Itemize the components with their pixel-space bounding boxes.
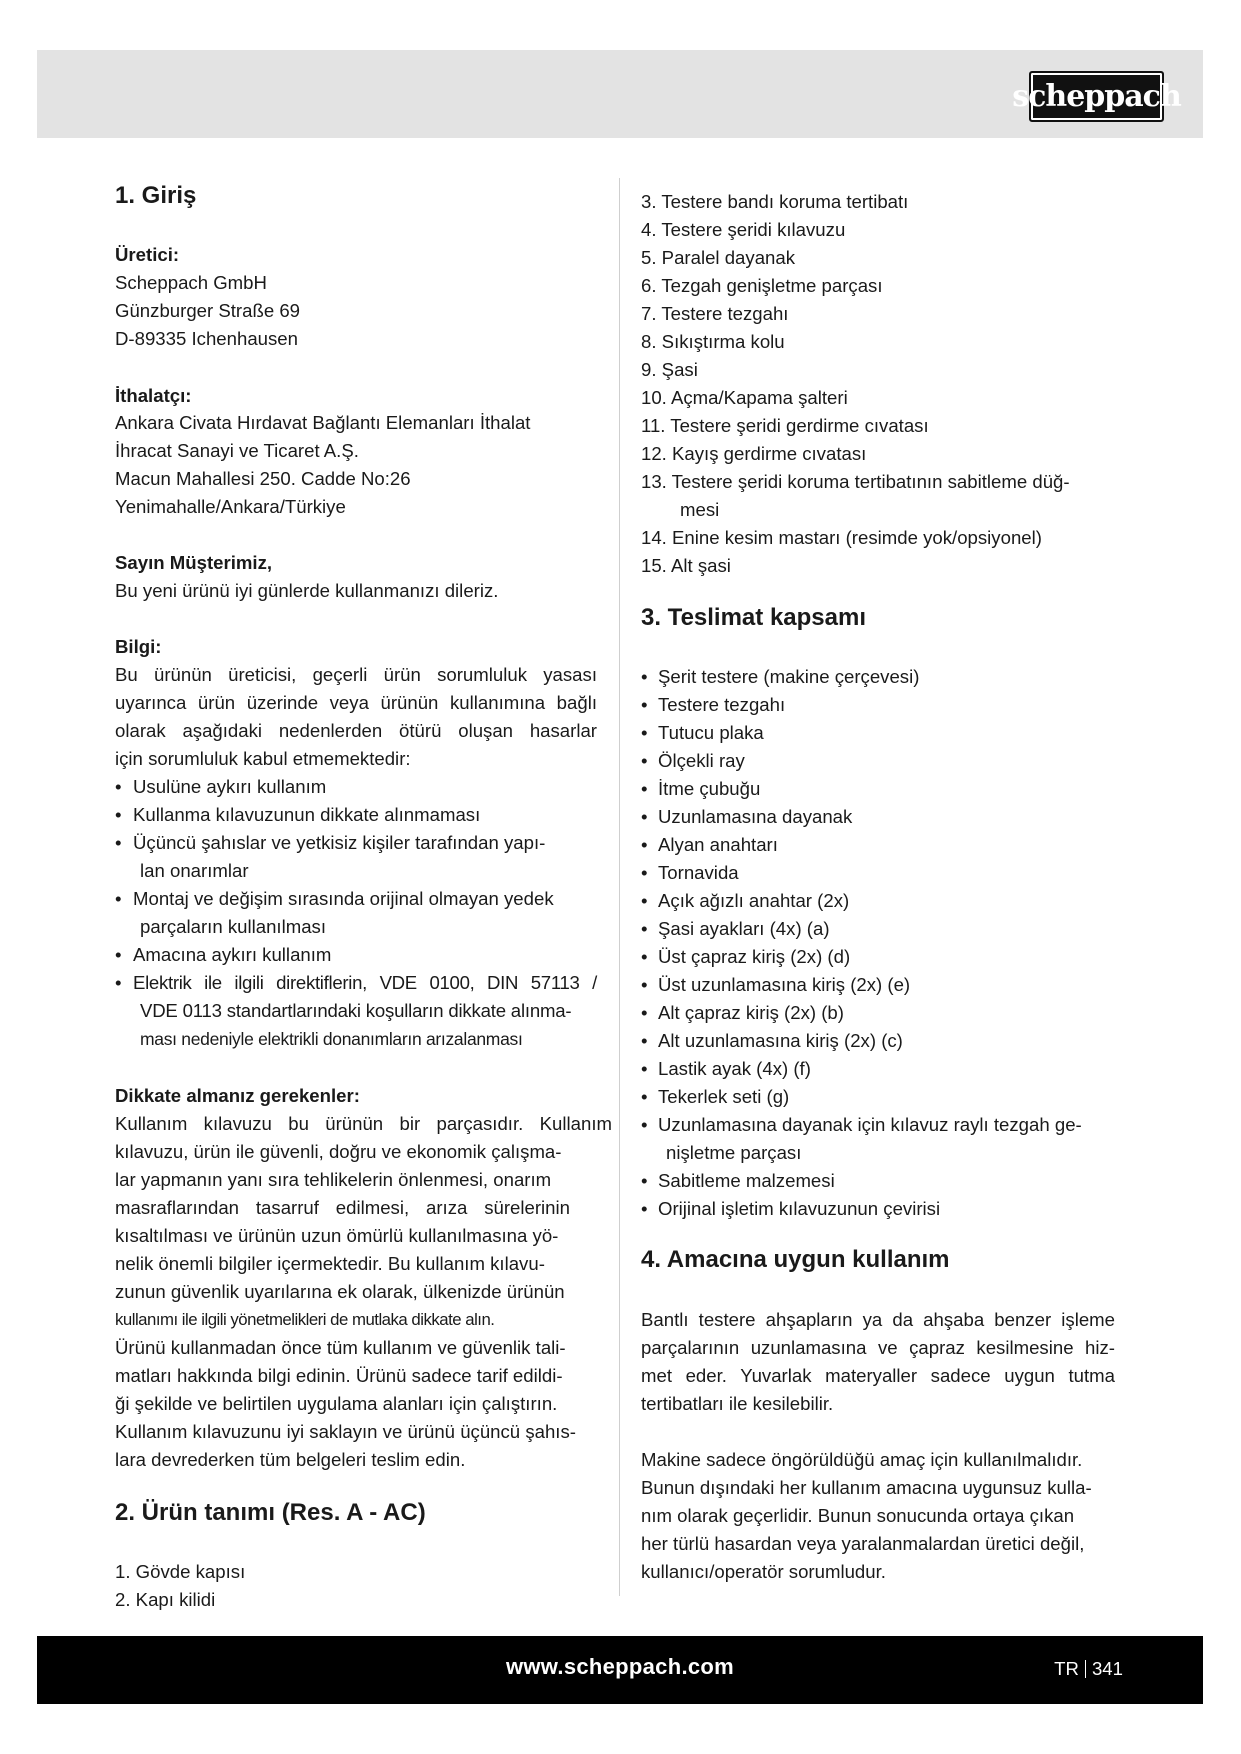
usage-line: parçalarının uzunlamasına ve çapraz kesilmesine hiz- <box>641 1337 1115 1358</box>
delivery-item: Tekerlek seti (g) <box>658 1086 790 1107</box>
notes-line: matları hakkında bilgi edinin. Ürünü sadece tarif edildi- <box>115 1365 563 1386</box>
bullet-marker: • <box>641 1058 648 1079</box>
part-item: 1. Gövde kapısı <box>115 1561 246 1582</box>
info-line: olarak aşağıdaki nedenlerden ötürü oluşan hasarlar <box>115 720 597 741</box>
language-code: TR <box>1054 1658 1079 1679</box>
delivery-item: Sabitleme malzemesi <box>658 1170 835 1191</box>
delivery-item: Ölçekli ray <box>658 750 745 771</box>
delivery-item: Alt çapraz kiriş (2x) (b) <box>658 1002 844 1023</box>
delivery-item: Alt uzunlamasına kiriş (2x) (c) <box>658 1030 903 1051</box>
usage-line: met eder. Yuvarlak materyaller sadece uygun tutma <box>641 1365 1115 1386</box>
manufacturer-line: D-89335 Ichenhausen <box>115 328 298 349</box>
notes-line: zunun güvenlik uyarılarına ek olarak, ülkenizde ürünün <box>115 1281 565 1302</box>
delivery-item: Uzunlamasına dayanak için kılavuz raylı tezgah ge- <box>658 1114 1082 1135</box>
manufacturer-line: Scheppach GmbH <box>115 272 267 293</box>
page-indicator <box>1054 1636 1123 1704</box>
greeting-label: Sayın Müşterimiz, <box>115 552 273 573</box>
column-divider <box>619 178 620 1596</box>
part-item: 4. Testere şeridi kılavuzu <box>641 219 846 240</box>
usage-line: nım olarak geçerlidir. Bunun sonucunda ortaya çıkan <box>641 1505 1075 1526</box>
notes-line: nelik önemli bilgiler içermektedir. Bu kullanım kılavu- <box>115 1253 545 1274</box>
info-bullet-continued: ması nedeniyle elektrikli donanımların arızalanması <box>140 1029 523 1049</box>
bullet-marker: • <box>641 722 648 743</box>
info-line: için sorumluluk kabul etmemektedir: <box>115 748 411 769</box>
bullet-marker: • <box>115 804 122 825</box>
info-bullet-continued: parçaların kullanılması <box>140 916 327 937</box>
importer-line: İhracat Sanayi ve Ticaret A.Ş. <box>115 440 359 461</box>
bullet-marker: • <box>641 666 648 687</box>
part-item: 13. Testere şeridi koruma tertibatının sabitleme düğ- <box>641 471 1070 492</box>
website-link[interactable]: www.scheppach.com <box>505 1654 734 1679</box>
info-bullet: Kullanma kılavuzunun dikkate alınmaması <box>133 804 481 825</box>
section-2-title: 2. Ürün tanımı (Res. A - AC) <box>115 1499 426 1526</box>
bullet-marker: • <box>115 944 122 965</box>
info-bullet: Amacına aykırı kullanım <box>133 944 332 965</box>
notes-line: kılavuzu, ürün ile güvenli, doğru ve ekonomik çalışma- <box>115 1141 562 1162</box>
part-item-continued: mesi <box>680 499 720 520</box>
delivery-item: Açık ağızlı anahtar (2x) <box>658 890 850 911</box>
usage-line: kullanıcı/operatör sorumludur. <box>641 1561 886 1582</box>
scheppach-logo: scheppach <box>1029 71 1164 122</box>
part-item: 7. Testere tezgahı <box>641 303 789 324</box>
bullet-marker: • <box>641 1170 648 1191</box>
part-item: 11. Testere şeridi gerdirme cıvatası <box>641 415 929 436</box>
bullet-marker: • <box>641 890 648 911</box>
part-item: 8. Sıkıştırma kolu <box>641 331 785 352</box>
delivery-item: Alyan anahtarı <box>658 834 778 855</box>
delivery-item: Şasi ayakları (4x) (a) <box>658 918 830 939</box>
notes-line: kısaltılması ve ürünün uzun ömürlü kullanılmasına yö- <box>115 1225 559 1246</box>
notes-line: masraflarından tasarruf edilmesi, arıza sürelerinin <box>115 1197 570 1218</box>
bullet-marker: • <box>641 1002 648 1023</box>
delivery-item: Orijinal işletim kılavuzunun çevirisi <box>658 1198 941 1219</box>
greeting-text: Bu yeni ürünü iyi günlerde kullanmanızı dileriz. <box>115 580 499 601</box>
bullet-marker: • <box>641 1086 648 1107</box>
part-item: 14. Enine kesim mastarı (resimde yok/opsiyonel) <box>641 527 1042 548</box>
info-line: Bu ürünün üreticisi, geçerli ürün sorumluluk yasası <box>115 664 597 685</box>
section-1-title: 1. Giriş <box>115 182 197 209</box>
bullet-marker: • <box>641 918 648 939</box>
notes-line: lara devrederken tüm belgeleri teslim edin. <box>115 1449 466 1470</box>
section-3-title: 3. Teslimat kapsamı <box>641 604 866 631</box>
part-item: 5. Paralel dayanak <box>641 247 796 268</box>
notes-line: ği şekilde ve belirtilen uygulama alanları için çalıştırın. <box>115 1393 558 1414</box>
usage-line: tertibatları ile kesilebilir. <box>641 1393 834 1414</box>
delivery-item: Lastik ayak (4x) (f) <box>658 1058 811 1079</box>
bullet-marker: • <box>641 974 648 995</box>
info-line: uyarınca ürün üzerinde veya ürünün kullanımına bağlı <box>115 692 597 713</box>
delivery-item: Şerit testere (makine çerçevesi) <box>658 666 920 687</box>
bullet-marker: • <box>115 776 122 797</box>
delivery-item: Üst çapraz kiriş (2x) (d) <box>658 946 851 967</box>
footer-bar <box>37 1636 1203 1704</box>
info-bullet: Elektrik ile ilgili direktiflerin, VDE 0100, DIN 57113 / <box>133 972 597 993</box>
bullet-marker: • <box>641 694 648 715</box>
info-bullet-continued: lan onarımlar <box>140 860 249 881</box>
delivery-item: Tornavida <box>658 862 739 883</box>
bullet-marker: • <box>641 862 648 883</box>
info-bullet: Usulüne aykırı kullanım <box>133 776 327 797</box>
part-item: 3. Testere bandı koruma tertibatı <box>641 191 909 212</box>
part-item: 6. Tezgah genişletme parçası <box>641 275 883 296</box>
bullet-marker: • <box>115 832 122 853</box>
separator <box>1085 1660 1086 1678</box>
info-bullet-continued: VDE 0113 standartlarındaki koşulların dikkate alınma- <box>140 1000 572 1021</box>
delivery-item: İtme çubuğu <box>658 778 761 799</box>
part-item: 10. Açma/Kapama şalteri <box>641 387 848 408</box>
usage-line: Bantlı testere ahşapların ya da ahşaba benzer işleme <box>641 1309 1115 1330</box>
importer-line: Macun Mahallesi 250. Cadde No:26 <box>115 468 411 489</box>
section-4-title: 4. Amacına uygun kullanım <box>641 1246 950 1273</box>
bullet-marker: • <box>115 888 122 909</box>
importer-label: İthalatçı: <box>115 385 192 406</box>
bullet-marker: • <box>641 834 648 855</box>
manufacturer-label: Üretici: <box>115 244 180 265</box>
part-item: 15. Alt şasi <box>641 555 731 576</box>
part-item: 12. Kayış gerdirme cıvatası <box>641 443 867 464</box>
notes-line: Ürünü kullanmadan önce tüm kullanım ve güvenlik tali- <box>115 1337 566 1358</box>
importer-line: Yenimahalle/Ankara/Türkiye <box>115 496 346 517</box>
delivery-item: Uzunlamasına dayanak <box>658 806 853 827</box>
part-item: 2. Kapı kilidi <box>115 1589 216 1610</box>
part-item: 9. Şasi <box>641 359 698 380</box>
info-bullet: Montaj ve değişim sırasında orijinal olmayan yedek <box>133 888 554 909</box>
delivery-item-continued: nişletme parçası <box>666 1142 802 1163</box>
bullet-marker: • <box>641 1114 648 1135</box>
bullet-marker: • <box>641 1198 648 1219</box>
notes-label: Dikkate almanız gerekenler: <box>115 1085 360 1106</box>
notes-line: Kullanım kılavuzu bu ürünün bir parçasıdır. Kullanım <box>115 1113 612 1134</box>
delivery-item: Tutucu plaka <box>658 722 764 743</box>
bullet-marker: • <box>641 946 648 967</box>
usage-line: Makine sadece öngörüldüğü amaç için kullanılmalıdır. <box>641 1449 1083 1470</box>
manufacturer-line: Günzburger Straße 69 <box>115 300 301 321</box>
importer-line: Ankara Civata Hırdavat Bağlantı Elemanları İthalat <box>115 412 531 433</box>
page-number: 341 <box>1091 1658 1123 1679</box>
bullet-marker: • <box>115 972 122 993</box>
bullet-marker: • <box>641 1030 648 1051</box>
bullet-marker: • <box>641 778 648 799</box>
bullet-marker: • <box>641 806 648 827</box>
usage-line: Bunun dışındaki her kullanım amacına uygunsuz kulla- <box>641 1477 1092 1498</box>
notes-line: Kullanım kılavuzunu iyi saklayın ve ürünü üçüncü şahıs- <box>115 1421 576 1442</box>
delivery-item: Üst uzunlamasına kiriş (2x) (e) <box>658 974 911 995</box>
notes-line: lar yapmanın yanı sıra tehlikelerin önlenmesi, onarım <box>115 1169 552 1190</box>
bullet-marker: • <box>641 750 648 771</box>
info-label: Bilgi: <box>115 636 162 657</box>
delivery-item: Testere tezgahı <box>658 694 786 715</box>
notes-line: kullanımı ile ilgili yönetmelikleri de mutlaka dikkate alın. <box>115 1310 495 1329</box>
info-bullet: Üçüncü şahıslar ve yetkisiz kişiler tarafından yapı- <box>133 832 546 853</box>
usage-line: her türlü hasardan veya yaralanmalardan üretici değil, <box>641 1533 1085 1554</box>
